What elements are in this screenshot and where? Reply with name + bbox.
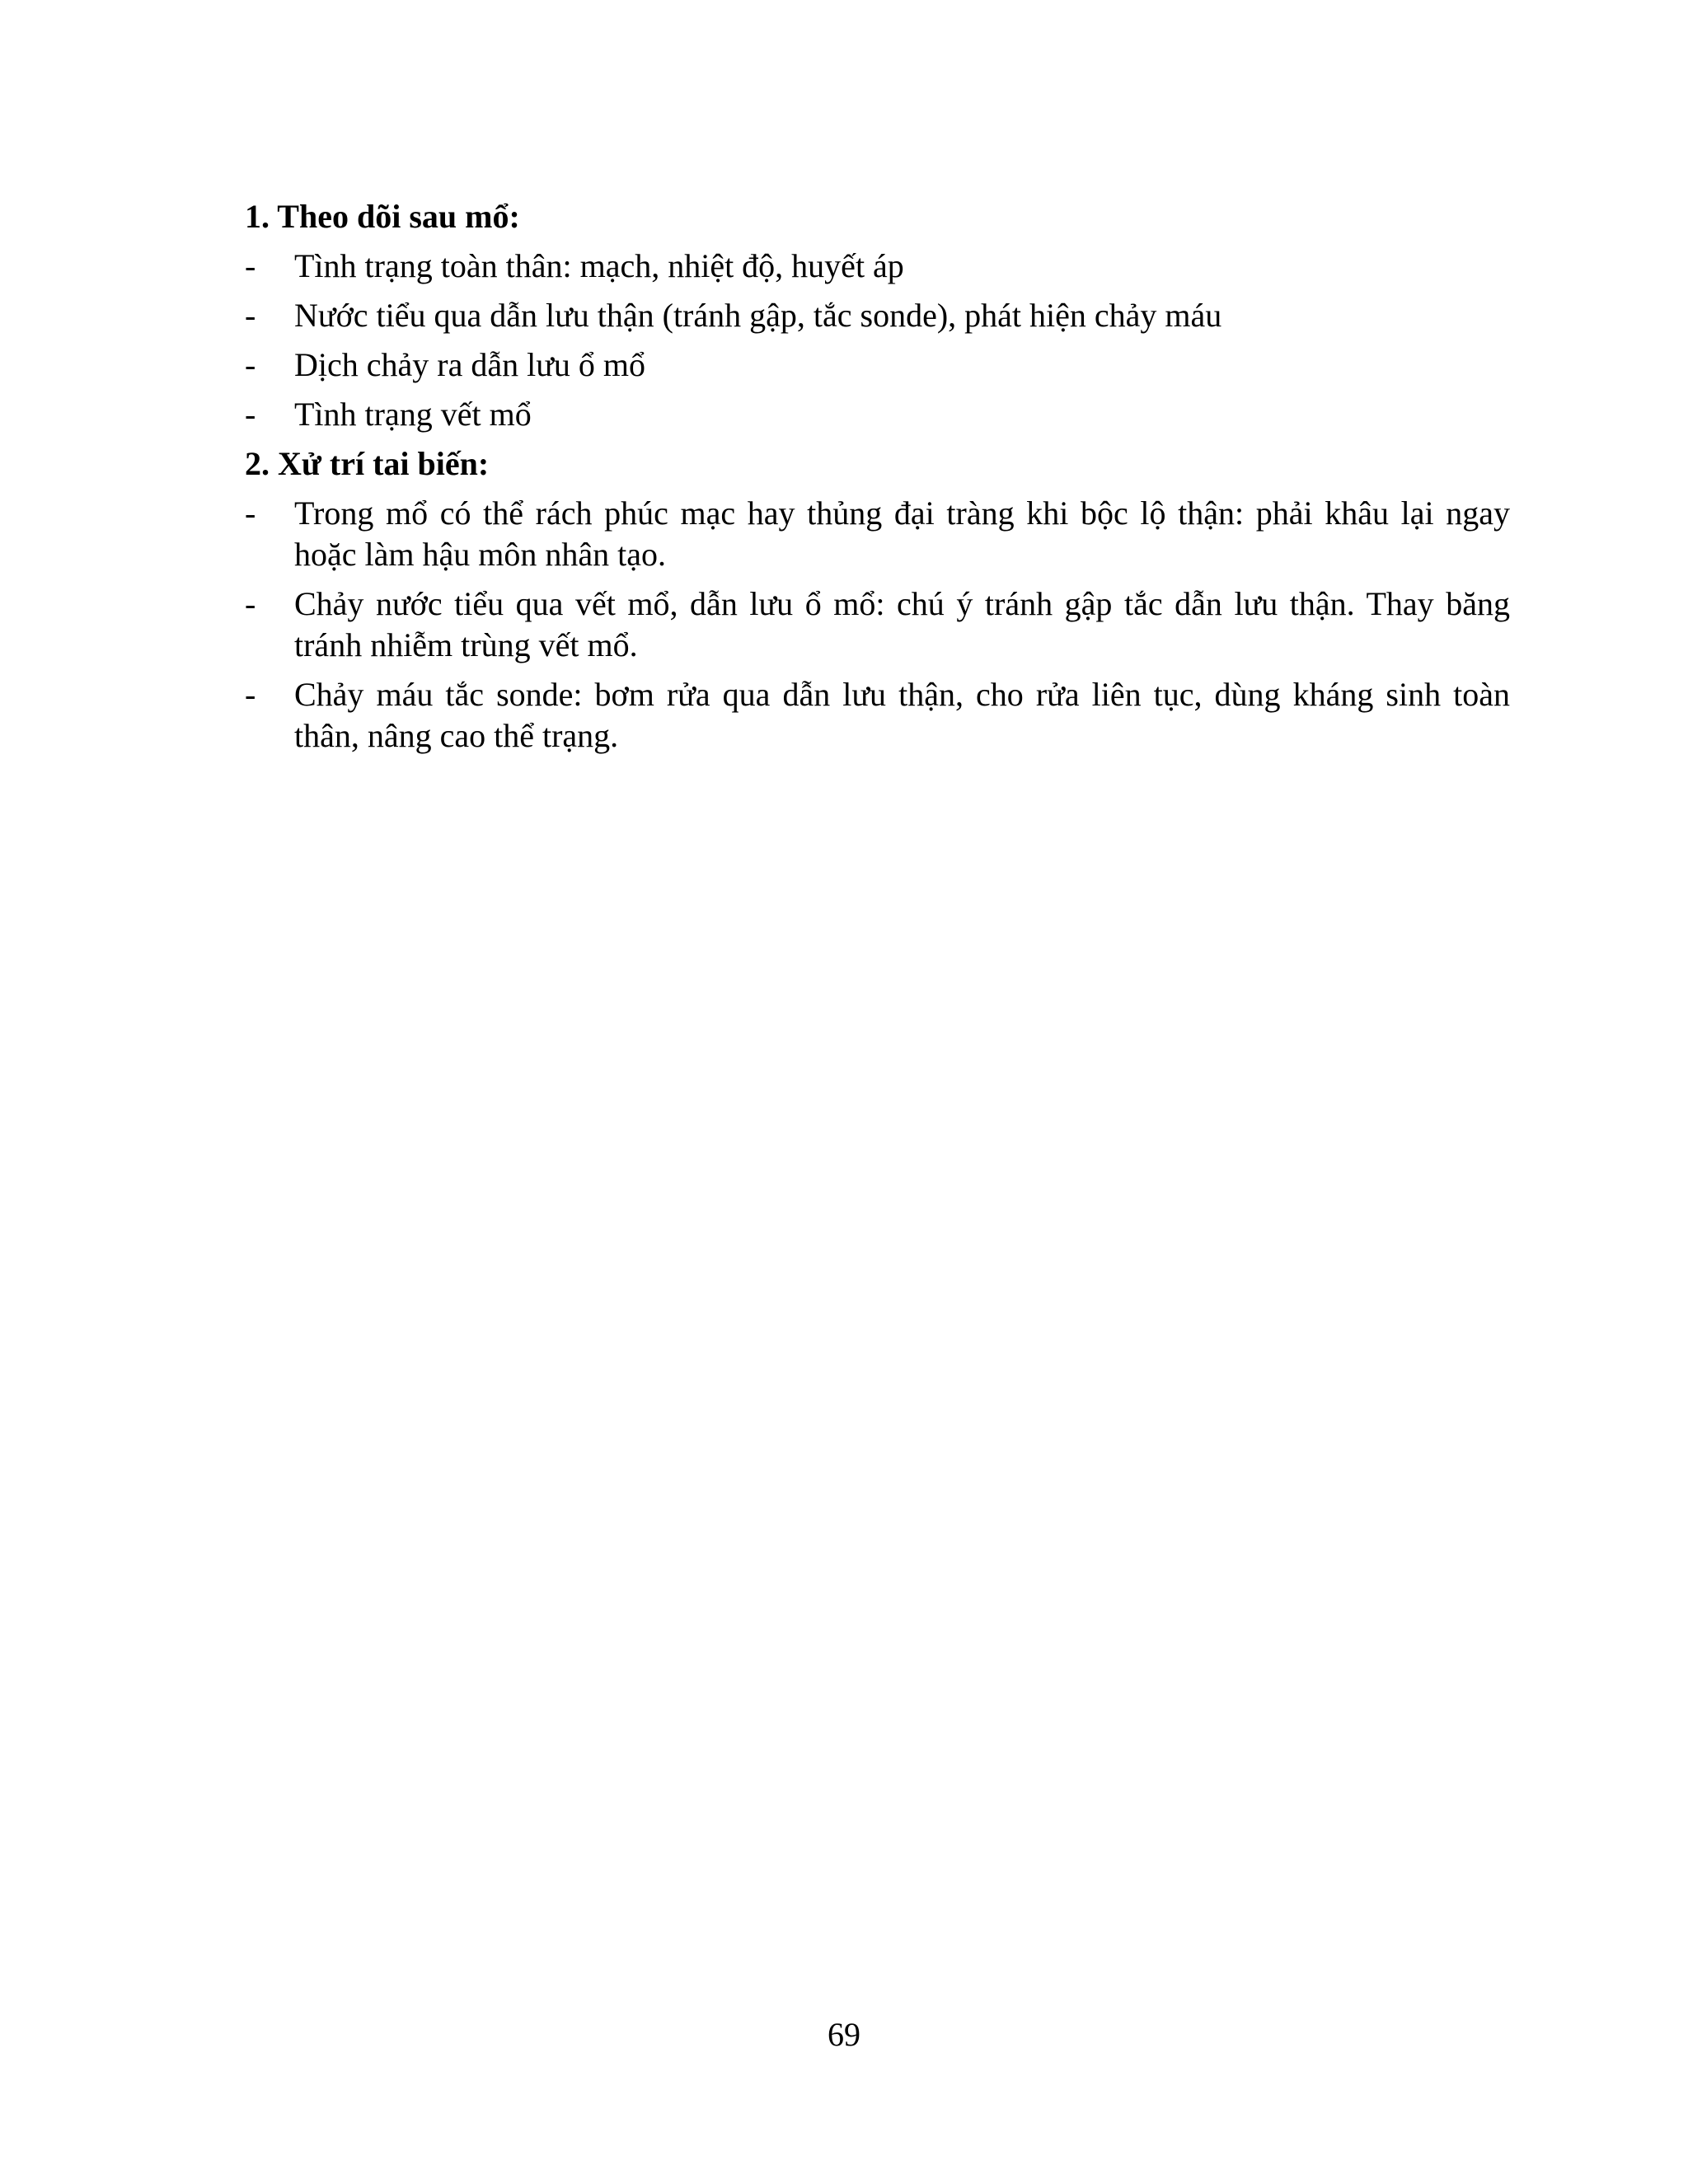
section-heading: 2. Xử trí tai biến: [245, 445, 490, 482]
list-item [245, 295, 1510, 336]
page-number: 69 [828, 2016, 860, 2053]
bullet-dash: - [245, 494, 256, 532]
section-post-op-monitoring [245, 196, 1510, 435]
list-item [245, 583, 1510, 666]
page-content [245, 196, 1510, 765]
bullet-dash: - [245, 297, 256, 334]
list-item [245, 674, 1510, 757]
list-item-text: Trong mổ có thể rách phúc mạc hay thủng đại tràng khi bộc lộ thận: phải khâu lại ngay hoặc làm hậu môn nhân tạo. [294, 494, 1510, 573]
bullet-dash: - [245, 346, 256, 383]
list-item-text: Chảy máu tắc sonde: bơm rửa qua dẫn lưu thận, cho rửa liên tục, dùng kháng sinh toàn thân, nâng cao thể trạng. [294, 676, 1510, 754]
bullet-dash: - [245, 676, 256, 713]
list-item [245, 246, 1510, 287]
section-heading: 1. Theo dõi sau mổ: [245, 198, 520, 235]
list-item-text: Tình trạng toàn thân: mạch, nhiệt độ, huyết áp [294, 247, 904, 284]
bullet-dash: - [245, 585, 256, 622]
list-item-text: Nước tiểu qua dẫn lưu thận (tránh gập, tắc sonde), phát hiện chảy máu [294, 297, 1222, 334]
bullet-dash: - [245, 247, 256, 284]
bullet-list [245, 246, 1510, 435]
list-item-text: Dịch chảy ra dẫn lưu ổ mổ [294, 346, 645, 383]
list-item-text: Tình trạng vết mổ [294, 396, 532, 433]
list-item [245, 493, 1510, 575]
bullet-dash: - [245, 396, 256, 433]
list-item [245, 394, 1510, 435]
list-item-text: Chảy nước tiểu qua vết mổ, dẫn lưu ổ mổ: chú ý tránh gập tắc dẫn lưu thận. Thay băng tránh nhiễm trùng vết mổ. [294, 585, 1510, 663]
list-item [245, 344, 1510, 386]
section-complication-handling [245, 443, 1510, 757]
bullet-list [245, 493, 1510, 757]
